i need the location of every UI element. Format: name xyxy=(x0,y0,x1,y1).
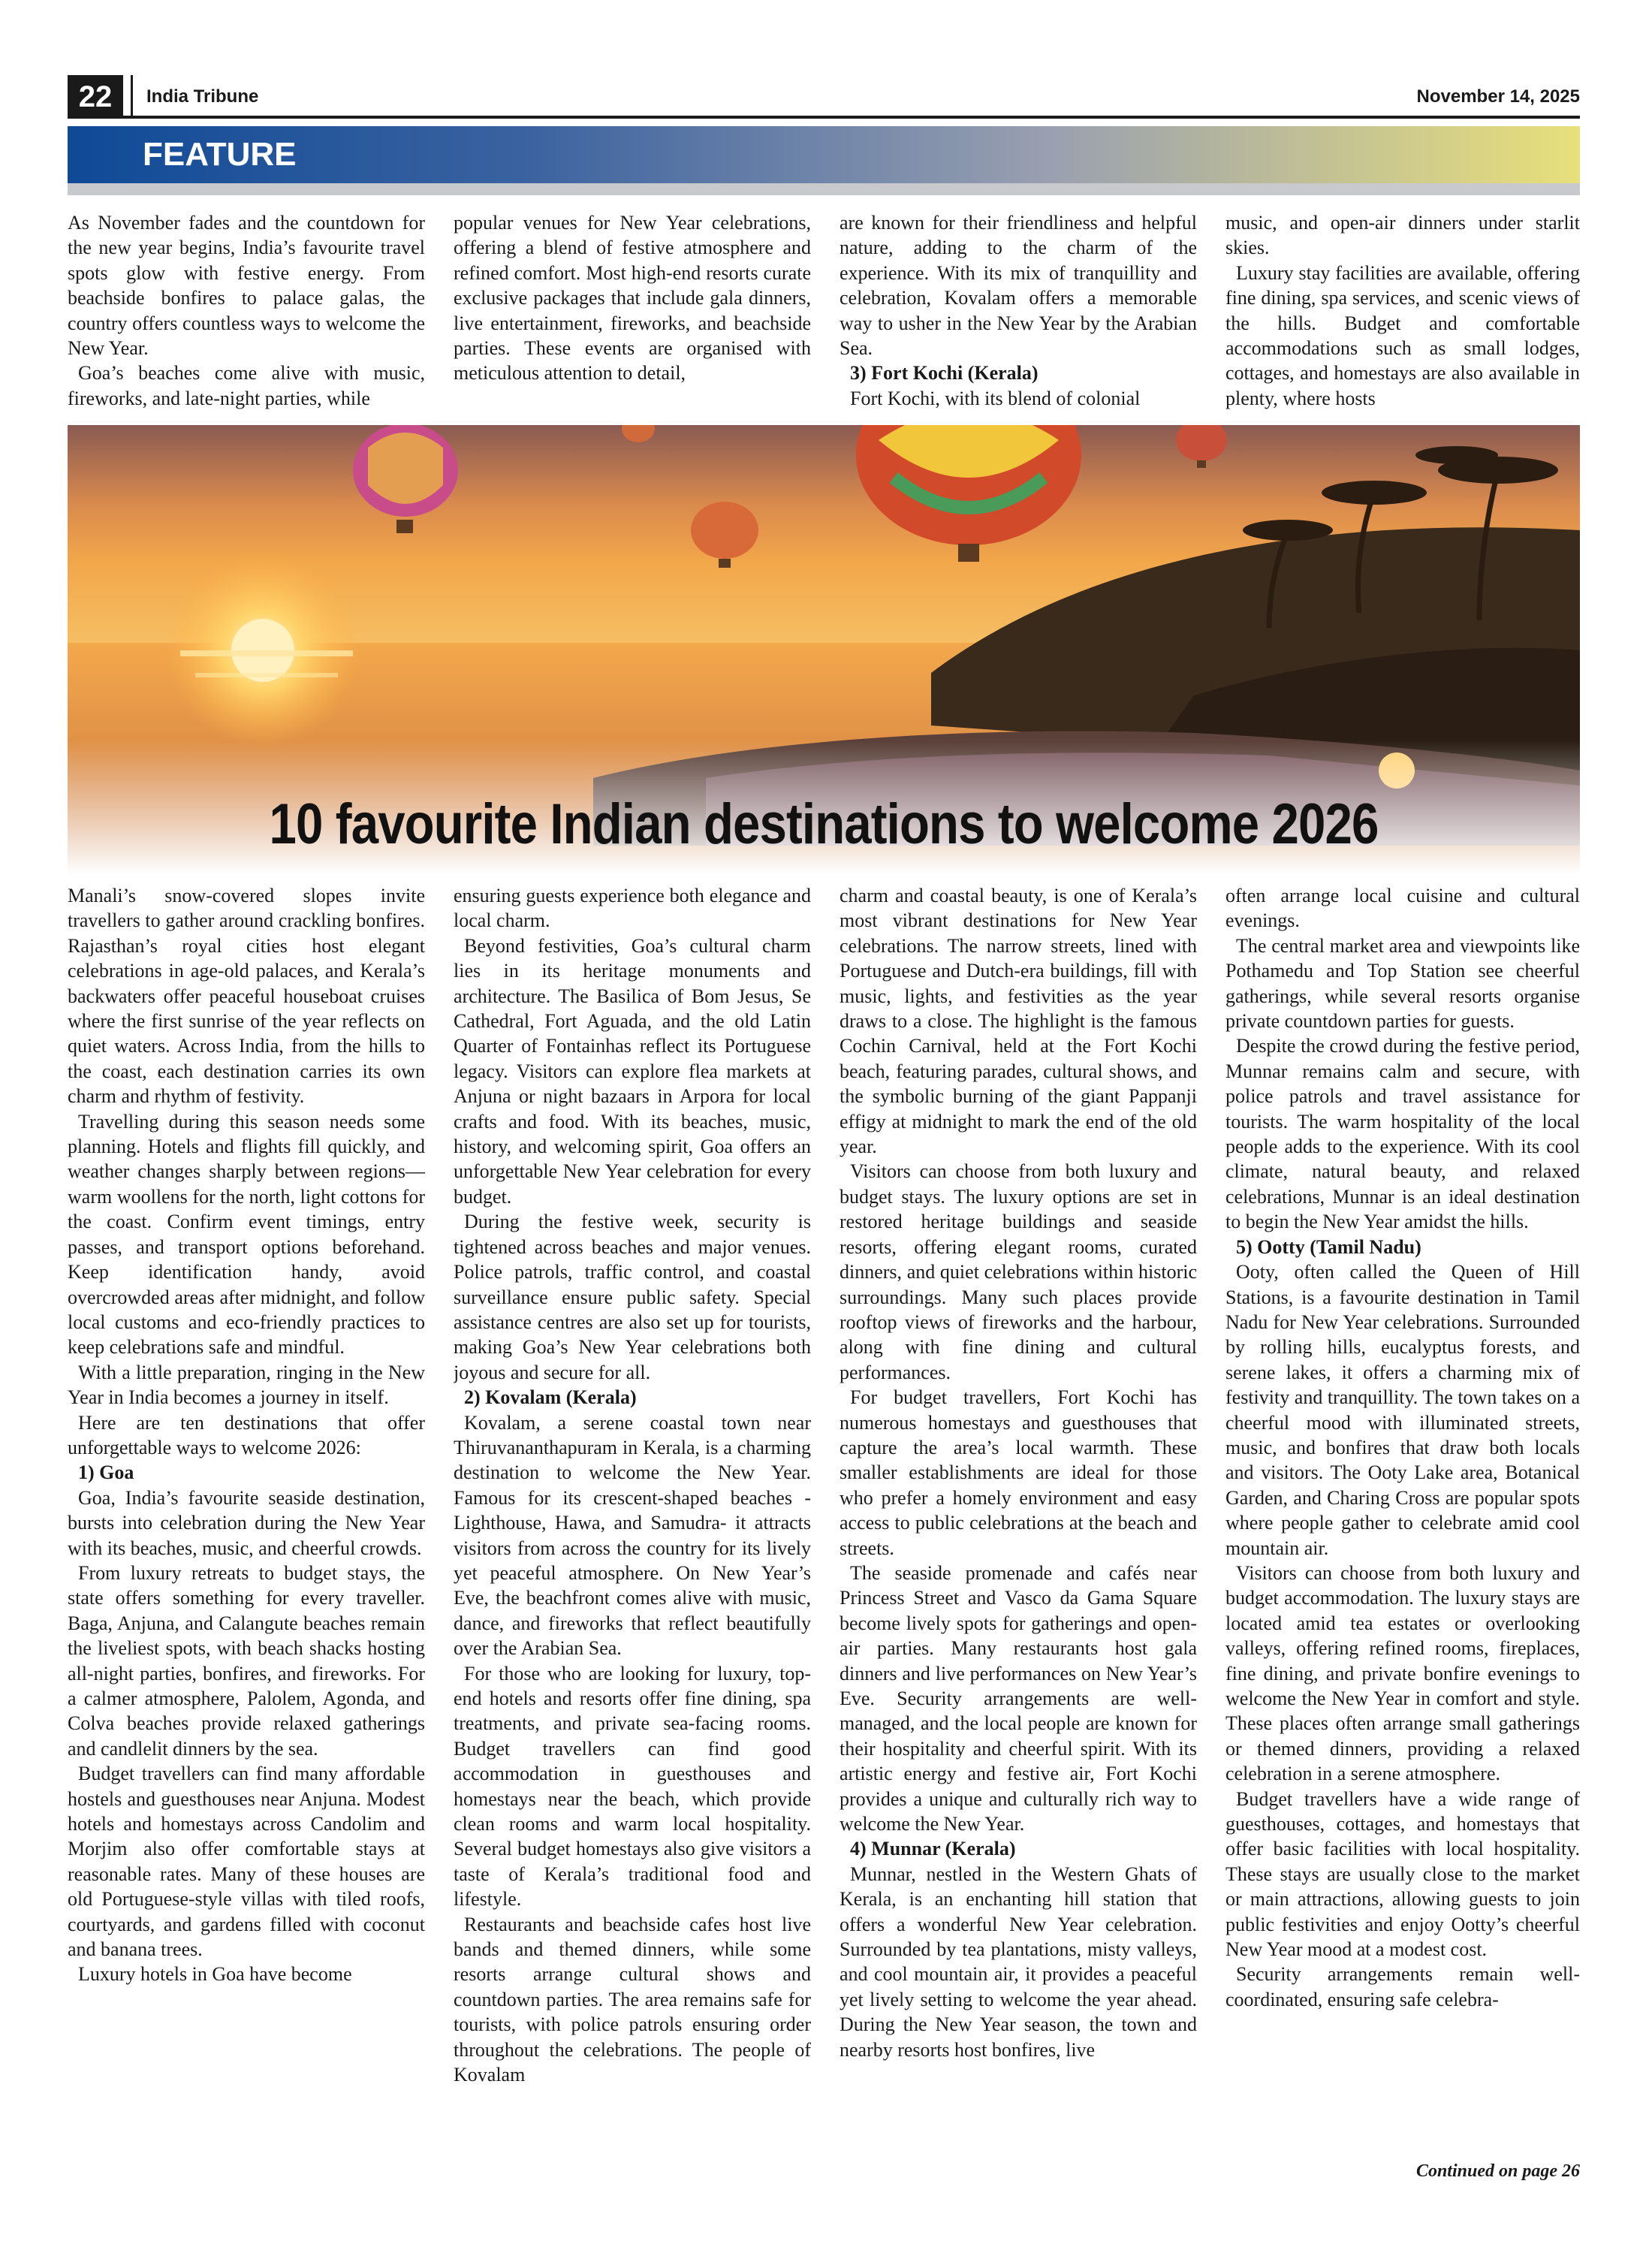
paragraph: Budget travellers can find many affordable hostels and guesthouses near Anjuna. Modest hotels and homestays across Candolim and Morjim also offer comfortable stays at reasonable rates. Many of these houses are old Portuguese-style villas with tiled roofs, courtyards, and gardens filled with coconut and banana trees. xyxy=(68,1763,425,1961)
top-column-2 xyxy=(454,210,811,412)
paragraph: The seaside promenade and cafés near Princess Street and Vasco da Gama Square become lively spots for gatherings and open-air parties. Many restaurants host gala dinners and live performances on New Year’s Eve. Security arrangements are well-managed, and the local people are known for their hospitality and cheerful spirit. With its artistic energy and festive air, Fort Kochi provides a unique and culturally rich way to welcome the New Year. xyxy=(840,1561,1197,1835)
paragraph: Goa, India’s favourite seaside destination, bursts into celebration during the New Year with its beaches, music, and cheerful crowds. xyxy=(68,1486,425,1559)
paragraph: Fort Kochi, with its blend of colonial xyxy=(850,387,1141,409)
paragraph: often arrange local cuisine and cultural evenings. xyxy=(1225,885,1580,932)
bottom-column-1 xyxy=(68,883,425,2160)
continued-note: Continued on page 26 xyxy=(1415,2161,1580,2181)
section-label: FEATURE xyxy=(143,136,297,173)
paragraph: With a little preparation, ringing in the New Year in India becomes a journey in itself. xyxy=(68,1361,425,1409)
paragraph: For budget travellers, Fort Kochi has numerous homestays and guesthouses that capture the area’s local warmth. These smaller establishments are ideal for those who prefer a homely environment and easy access to public celebrations at the beach and streets. xyxy=(840,1386,1197,1559)
page-number: 22 xyxy=(68,75,123,119)
paragraph: Budget travellers have a wide range of guesthouses, cottages, and homestays that offer basic facilities with local hospitality. These stays are usually close to the market or main attractions, allowing guests to join public festivities and enjoy Ootty’s cheerful New Year mood at a modest cost. xyxy=(1225,1787,1580,1961)
bottom-column-4 xyxy=(1225,883,1580,2160)
paragraph: Travelling during this season needs some planning. Hotels and flights fill quickly, and weather changes sharply between regions—warm woollens for the north, light cottons for the coast. Confirm event timings, entry passes, and transport options beforehand. Keep identification handy, avoid overcrowded areas after midnight, and follow local customs and eco-friendly practices to keep celebrations safe and mindful. xyxy=(68,1110,425,1359)
section-banner xyxy=(68,126,1580,183)
paragraph: Munnar, nestled in the Western Ghats of Kerala, is an enchanting hill station that offers a wonderful New Year celebration. Surrounded by tea plantations, misty valleys, and cool mountain air, it provides a peaceful yet lively setting to welcome the year ahead. During the New Year season, the town and nearby resorts host bonfires, live xyxy=(840,1862,1197,2061)
page-header xyxy=(68,75,1580,119)
issue-date: November 14, 2025 xyxy=(1416,86,1580,107)
hero-image xyxy=(68,425,1580,874)
paragraph: The central market area and viewpoints like Pothamedu and Top Station see cheerful gatherings, while several resorts organise private countdown parties for guests. xyxy=(1225,934,1580,1033)
paragraph: ensuring guests experience both elegance and local charm. xyxy=(454,885,811,932)
publication-name: India Tribune xyxy=(131,75,258,119)
bottom-column-3 xyxy=(840,883,1197,2160)
banner-underbar xyxy=(68,183,1580,195)
paragraph: Kovalam, a serene coastal town near Thiruvananthapuram in Kerala, is a charming destination to welcome the New Year. Famous for its crescent-shaped beaches - Lighthouse, Hawa, and Samudra- it attracts visitors from across the country for its lively yet peaceful atmosphere. On New Year’s Eve, the beachfront comes alive with music, dance, and fireworks that reflect beautifully over the Arabian Sea. xyxy=(454,1411,811,1660)
paragraph: charm and coastal beauty, is one of Kerala’s most vibrant destinations for New Year celebrations. The narrow streets, lined with Portuguese and Dutch-era buildings, fill with music, lights, and festivities as the year draws to a close. The highlight is the famous Cochin Carnival, held at the Fort Kochi beach, featuring parades, cultural shows, and the symbolic burning of the giant Pappanji effigy at midnight to mark the end of the old year. xyxy=(840,885,1197,1158)
paragraph: Restaurants and beachside cafes host live bands and themed dinners, while some resorts arrange cultural shows and countdown parties. The area remains safe for tourists, with police patrols ensuring order throughout the celebrations. The people of Kovalam xyxy=(454,1913,811,2086)
subheading: 3) Fort Kochi (Kerala) xyxy=(850,362,1039,385)
paragraph: During the festive week, security is tightened across beaches and major venues. Police patrols, traffic control, and coastal surveillance ensure public safety. Special assistance centres are also set up for tourists, making Goa’s New Year celebrations both joyous and secure for all. xyxy=(454,1211,811,1383)
header-rule xyxy=(68,116,1580,119)
paragraph: Goa’s beaches come alive with music, fireworks, and late-night parties, while xyxy=(68,362,425,409)
paragraph: As November fades and the countdown for the new year begins, India’s favourite travel spots glow with festive energy. From beachside bonfires to palace galas, the country offers countless ways to welcome the New Year. xyxy=(68,212,425,360)
bottom-column-2 xyxy=(454,883,811,2160)
paragraph: Ooty, often called the Queen of Hill Stations, is a favourite destination in Tamil Nadu for New Year celebrations. Surrounded by rolling hills, eucalyptus forests, and serene lakes, it offers a charming mix of festivity and tranquillity. The town takes on a cheerful mood with illuminated streets, music, and bonfires that draw both locals and visitors. The Ooty Lake area, Botanical Garden, and Charing Cross are popular spots where people gather to celebrate amid cool mountain air. xyxy=(1225,1261,1580,1559)
paragraph: Visitors can choose from both luxury and budget stays. The luxury options are set in restored heritage buildings and seaside resorts, offering elegant rooms, curated dinners, and quiet celebrations within historic surroundings. Many such places provide rooftop views of fireworks and the harbour, along with fine dining and cultural performances. xyxy=(840,1160,1197,1383)
paragraph: For those who are looking for luxury, top-end hotels and resorts offer fine dining, spa treatments, and private sea-facing rooms. Budget travellers can find good accommodation in guesthouses and homestays near the beach, which provide clean rooms and warm local hospitality. Several budget homestays also give visitors a taste of Kerala’s traditional food and lifestyle. xyxy=(454,1662,811,1911)
subheading: 2) Kovalam (Kerala) xyxy=(464,1386,637,1409)
paragraph: Despite the crowd during the festive period, Munnar remains calm and secure, with police patrols and travel assistance for tourists. The warm hospitality of the local people adds to the experience. With its cool climate, natural beauty, and relaxed celebrations, Munnar is an ideal destination to begin the New Year amidst the hills. xyxy=(1225,1035,1580,1233)
paragraph: Beyond festivities, Goa’s cultural charm lies in its heritage monuments and architecture. The Basilica of Bom Jesus, Se Cathedral, Fort Aguada, and the old Latin Quarter of Fontainhas reflect its Portuguese legacy. Visitors can explore flea markets at Anjuna or night bazaars in Arpora for local crafts and food. With its beaches, music, history, and welcoming spirit, Goa offers an unforgettable New Year celebration for every budget. xyxy=(454,934,811,1208)
paragraph: Luxury hotels in Goa have become xyxy=(78,1963,352,1986)
paragraph: From luxury retreats to budget stays, the state offers something for every traveller. Baga, Anjuna, and Calangute beaches remain the liveliest spots, with beach shacks hosting all-night parties, bonfires, and fireworks. For a calmer atmosphere, Palolem, Agonda, and Colva beaches provide relaxed gatherings and candlelit dinners by the sea. xyxy=(68,1561,425,1760)
subheading: 1) Goa xyxy=(78,1461,134,1484)
top-column-4 xyxy=(1225,210,1580,412)
paragraph: are known for their friendliness and helpful nature, adding to the charm of the experience. With its mix of tranquillity and celebration, Kovalam offers a memorable way to usher in the New Year by the Arabian Sea. xyxy=(840,212,1197,360)
headline: 10 favourite Indian destinations to welcome 2026 xyxy=(269,792,1379,856)
paragraph: Luxury stay facilities are available, offering fine dining, spa services, and scenic views of the hills. Budget and comfortable accommodations such as small lodges, cottages, and homestays are also available in plenty, where hosts xyxy=(1225,261,1580,409)
paragraph: Manali’s snow-covered slopes invite travellers to gather around crackling bonfires. Rajasthan’s royal cities host elegant celebrations in age-old palaces, and Kerala’s backwaters offer peaceful houseboat cruises where the first sunrise of the year reflects on quiet waters. Across India, from the hills to the coast, each destination carries its own charm and rhythm of festivity. xyxy=(68,885,425,1108)
paragraph: Here are ten destinations that offer unforgettable ways to welcome 2026: xyxy=(68,1411,425,1458)
top-column-3 xyxy=(840,210,1197,412)
paragraph: Security arrangements remain well-coordinated, ensuring safe celebra- xyxy=(1225,1963,1580,2010)
paragraph: music, and open-air dinners under starlit skies. xyxy=(1225,212,1580,259)
paragraph: popular venues for New Year celebrations, offering a blend of festive atmosphere and refined comfort. Most high-end resorts curate exclusive packages that include gala dinners, live entertainment, fireworks, and beachside parties. These events are organised with meticulous attention to detail, xyxy=(454,212,811,385)
top-column-1 xyxy=(68,210,425,412)
paragraph: Visitors can choose from both luxury and budget accommodation. The luxury stays are located amid tea estates or overlooking valleys, offering refined rooms, fireplaces, fine dining, and private bonfire evenings to welcome the New Year in comfort and style. These places often arrange small gatherings or themed dinners, providing a relaxed celebration in a serene atmosphere. xyxy=(1225,1561,1580,1785)
subheading: 5) Ootty (Tamil Nadu) xyxy=(1236,1235,1421,1258)
subheading: 4) Munnar (Kerala) xyxy=(850,1838,1016,1860)
